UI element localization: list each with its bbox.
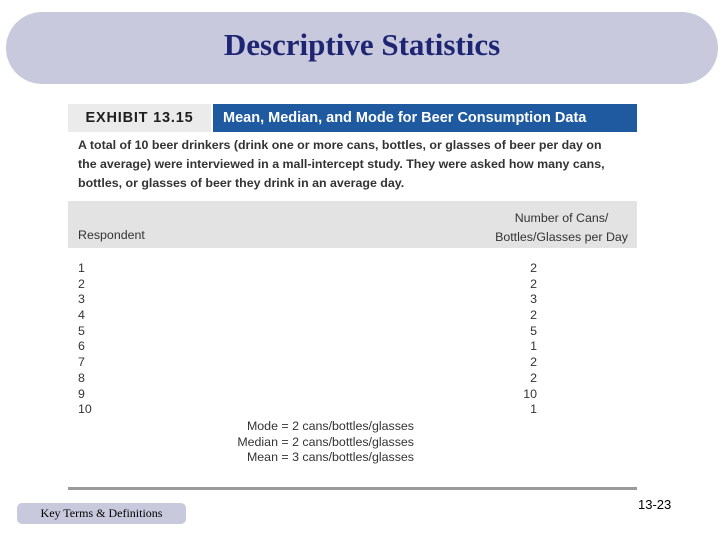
value-cell: 10 <box>523 386 537 401</box>
value-cell: 3 <box>530 292 537 307</box>
table-row <box>68 387 637 403</box>
table-row <box>68 261 637 277</box>
table-row <box>68 339 637 355</box>
respondent-cell: 10 <box>78 402 92 417</box>
table-row <box>68 371 637 387</box>
value-cell: 2 <box>530 355 537 370</box>
mode-statistic: Mode = 2 cans/bottles/glasses <box>246 419 414 433</box>
respondent-cell: 1 <box>78 261 85 275</box>
cans-header-line: Number of Cans/ <box>514 211 609 225</box>
exhibit-title: Mean, Median, and Mode for Beer Consumption Data <box>213 104 637 132</box>
table-row <box>68 277 637 293</box>
cans-column-header <box>495 209 628 247</box>
table-row <box>68 324 637 340</box>
exhibit-label: EXHIBIT 13.15 <box>68 104 211 132</box>
table-header <box>68 201 637 248</box>
slide-title: Descriptive Statistics <box>223 27 501 62</box>
intro-line: A total of 10 beer drinkers (drink one or more cans, bottles, or glasses of beer per day on <box>78 138 602 152</box>
exhibit-bottom-rule <box>68 487 637 490</box>
respondent-cell: 9 <box>78 386 85 401</box>
value-cell: 2 <box>530 308 537 323</box>
exhibit-header <box>68 104 637 132</box>
table-body <box>68 261 637 418</box>
exhibit-intro <box>78 136 634 193</box>
respondent-column-header: Respondent <box>78 228 145 242</box>
respondent-cell: 2 <box>78 276 85 291</box>
respondent-cell: 7 <box>78 355 85 370</box>
mean-statistic: Mean = 3 cans/bottles/glasses <box>246 450 414 464</box>
value-cell: 1 <box>530 339 537 354</box>
value-cell: 5 <box>530 323 537 338</box>
value-cell: 1 <box>530 402 537 417</box>
respondent-cell: 5 <box>78 323 85 338</box>
footer-label: Key Terms & Definitions <box>17 503 186 524</box>
table-row <box>68 308 637 324</box>
respondent-cell: 8 <box>78 370 85 385</box>
table-row <box>68 292 637 308</box>
value-cell: 2 <box>530 370 537 385</box>
title-bar <box>6 12 718 84</box>
value-cell: 2 <box>530 276 537 291</box>
respondent-cell: 6 <box>78 339 85 354</box>
median-statistic: Median = 2 cans/bottles/glasses <box>237 434 414 449</box>
summary-statistics <box>237 419 414 466</box>
respondent-cell: 3 <box>78 292 85 307</box>
slide-number: 13-23 <box>638 497 672 512</box>
value-cell: 2 <box>530 261 537 275</box>
table-row <box>68 402 637 418</box>
table-row <box>68 355 637 371</box>
cans-header-line: Bottles/Glasses per Day <box>495 230 628 244</box>
respondent-cell: 4 <box>78 308 85 323</box>
intro-line: the average) were interviewed in a mall-intercept study. They were asked how many cans, <box>78 157 605 171</box>
intro-line: bottles, or glasses of beer they drink in an average day. <box>78 176 405 190</box>
